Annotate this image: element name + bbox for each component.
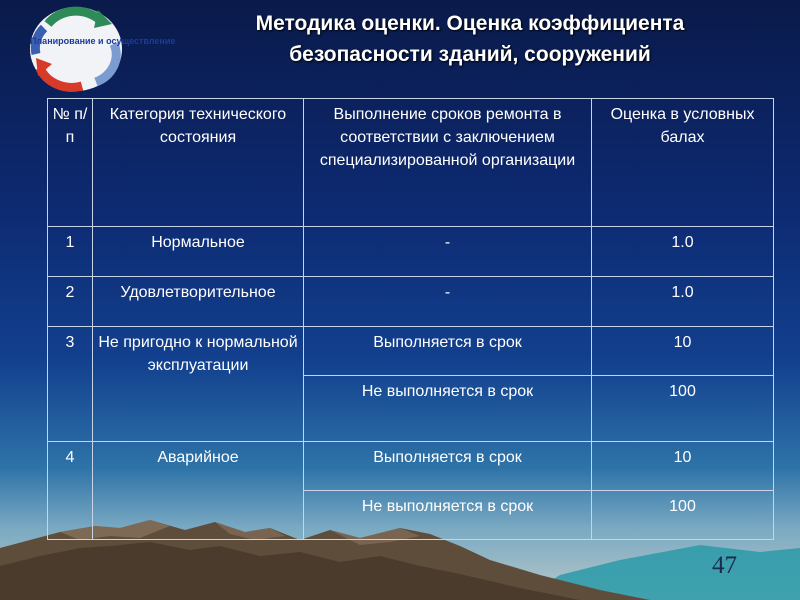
row-repair: Не выполняется в срок (304, 376, 592, 442)
row-num: 4 (48, 442, 93, 540)
row-category: Удовлетворительное (93, 277, 304, 327)
row-score: 10 (592, 442, 774, 491)
row-num: 1 (48, 227, 93, 277)
slide-title (140, 8, 800, 70)
table-header-row (48, 99, 774, 227)
row-category: Нормальное (93, 227, 304, 277)
row-num: 2 (48, 277, 93, 327)
row-repair: - (304, 227, 592, 277)
logo (26, 4, 176, 94)
table-row (48, 442, 774, 491)
cycle-arrows-icon (26, 4, 176, 94)
header-num: № п/п (48, 99, 93, 227)
table-row (48, 227, 774, 277)
row-score: 1.0 (592, 277, 774, 327)
row-category: Не пригодно к нормальной эксплуатации (93, 327, 304, 442)
row-category: Аварийное (93, 442, 304, 540)
row-repair: Выполняется в срок (304, 442, 592, 491)
header-score: Оценка в условных балах (592, 99, 774, 227)
row-repair: Не выполняется в срок (304, 491, 592, 540)
row-repair: Выполняется в срок (304, 327, 592, 376)
assessment-table (47, 98, 774, 540)
title-line-2: безопасности зданий, сооружений (289, 43, 651, 66)
table-row (48, 277, 774, 327)
row-score: 100 (592, 376, 774, 442)
header-category: Категория технического состояния (93, 99, 304, 227)
logo-text: Планирование и осуществление (30, 36, 176, 46)
row-score: 100 (592, 491, 774, 540)
page-number: 47 (712, 552, 737, 579)
row-repair: - (304, 277, 592, 327)
row-num: 3 (48, 327, 93, 442)
header-repair: Выполнение сроков ремонта в соответствии с заключением специализированной организации (304, 99, 592, 227)
row-score: 1.0 (592, 227, 774, 277)
table-row (48, 327, 774, 376)
title-line-1: Методика оценки. Оценка коэффициента (255, 12, 685, 35)
row-score: 10 (592, 327, 774, 376)
